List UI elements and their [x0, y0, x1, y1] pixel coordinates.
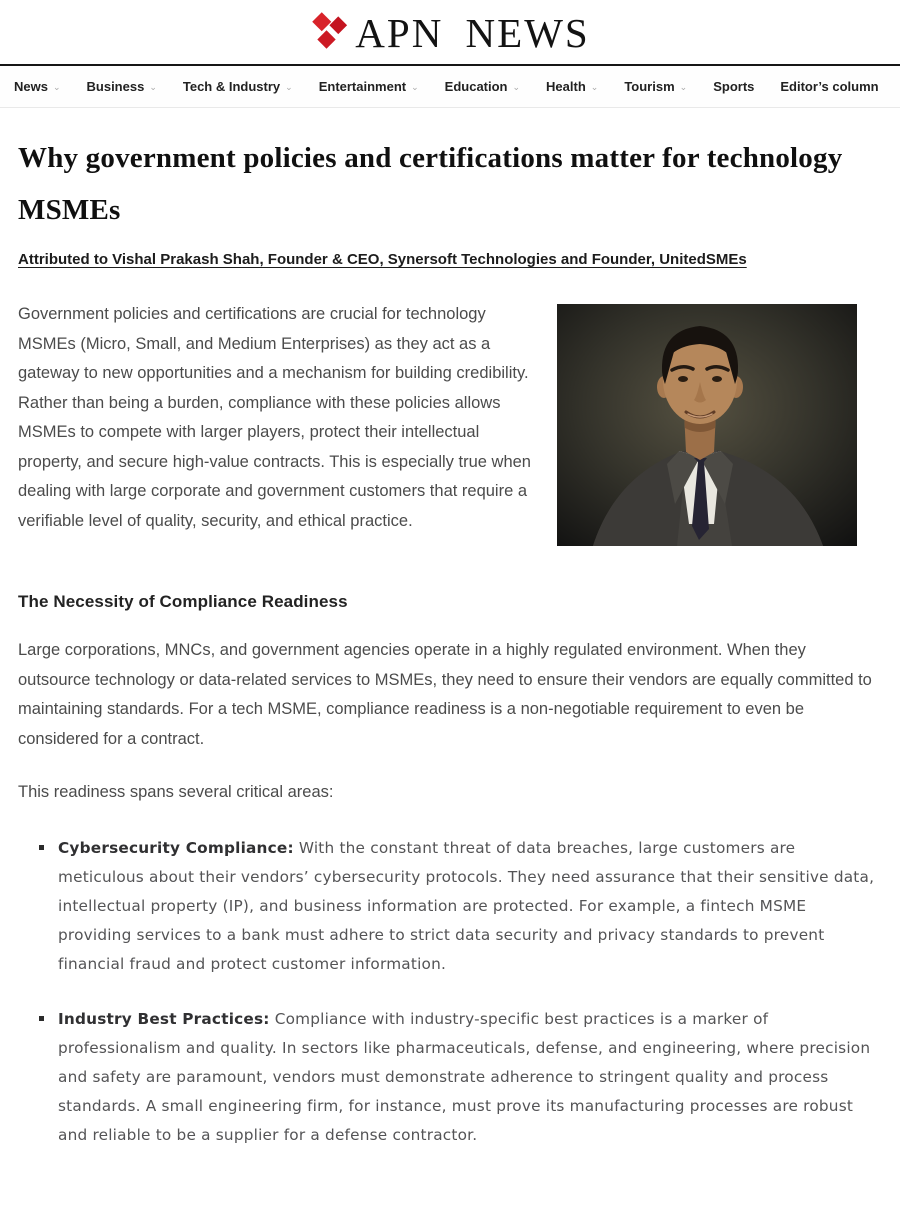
article-title: Why government policies and certifications matter for technology MSMEs [18, 142, 843, 226]
bullet-text: With the constant threat of data breaches, large customers are meticulous about their vendors’ cybersecurity protocols. They need assurance that their sensitive data, intellectual property (IP), and business information are protected. For example, a fintech MSME providing services to a bank must adhere to strict data security and privacy standards to prevent financial fraud and protect customer information. [58, 838, 875, 973]
nav-item-news[interactable]: News ⌄ [14, 79, 61, 94]
paragraph-1: Government policies and certifications are crucial for technology MSMEs (Micro, Small, and Medium Enterprises) as they act as a gateway to new opportunities and a mechanism for building credibility. Rather than being a burden, compliance with these policies allows MSMEs to compete with larger players, protect their intellectual property, and secure high-value contracts. This is especially true when dealing with large corporate and government customers that require a verifiable level of quality, security, and ethical practice. [18, 305, 531, 530]
lede-section [18, 300, 880, 560]
list-item [58, 834, 880, 979]
bullet-text: Compliance with industry-specific best practices is a marker of professionalism and quality. In sectors like pharmaceuticals, defense, and engineering, where precision and safety are paramount, vendors must demonstrate adherence to stringent quality and process standards. A small engineering firm, for instance, must prove its manufacturing processes are robust and reliable to be a supplier for a defense contractor. [58, 1009, 871, 1144]
chevron-down-icon: ⌄ [679, 82, 688, 92]
apn-diamonds-icon [310, 12, 350, 54]
chevron-down-icon: ⌄ [411, 82, 419, 92]
nav-item-magazine[interactable] [892, 79, 900, 94]
article-photo [557, 304, 857, 546]
chevron-down-icon: ⌄ [52, 82, 61, 92]
site-title: APN NEWS [355, 9, 590, 56]
paragraph-3: This readiness spans several critical areas: [18, 783, 334, 801]
chevron-down-icon: ⌄ [285, 82, 293, 92]
nav-item-tech-industry[interactable]: Tech & Industry ⌄ [182, 79, 293, 94]
nav-item-sports[interactable]: Sports [713, 79, 755, 94]
bullet-lead: Industry Best Practices: [58, 1009, 270, 1028]
main-nav [0, 66, 900, 108]
nav-item-entertainment[interactable]: Entertainment ⌄ [318, 79, 419, 94]
nav-item-education[interactable]: Education ⌄ [444, 79, 521, 94]
logo-link[interactable] [310, 9, 590, 56]
chevron-down-icon: ⌄ [512, 82, 521, 92]
list-item [58, 1005, 880, 1150]
nav-item-tourism[interactable]: Tourism ⌄ [624, 79, 688, 94]
section-heading: The Necessity of Compliance Readiness [18, 592, 348, 611]
bullet-list [18, 834, 880, 1150]
chevron-down-icon: ⌄ [590, 82, 599, 92]
masthead [0, 0, 900, 64]
nav-item-health[interactable]: Health ⌄ [546, 79, 599, 94]
article [0, 132, 900, 1216]
nav-item-business[interactable]: Business ⌄ [86, 79, 157, 94]
nav-item-editors-column[interactable]: Editor’s column [780, 79, 879, 94]
chevron-down-icon: ⌄ [149, 82, 157, 92]
bullet-lead: Cybersecurity Compliance: [58, 838, 294, 857]
byline-link[interactable]: Attributed to Vishal Prakash Shah, Founder & CEO, Synersoft Technologies and Founder, UnitedSMEs [18, 251, 747, 268]
paragraph-2: Large corporations, MNCs, and government agencies operate in a highly regulated environment. When they outsource technology or data-related services to MSMEs, they need to ensure their vendors are equally committed to maintaining standards. For a tech MSME, compliance readiness is a non-negotiable requirement to even be considered for a contract. [18, 641, 872, 748]
